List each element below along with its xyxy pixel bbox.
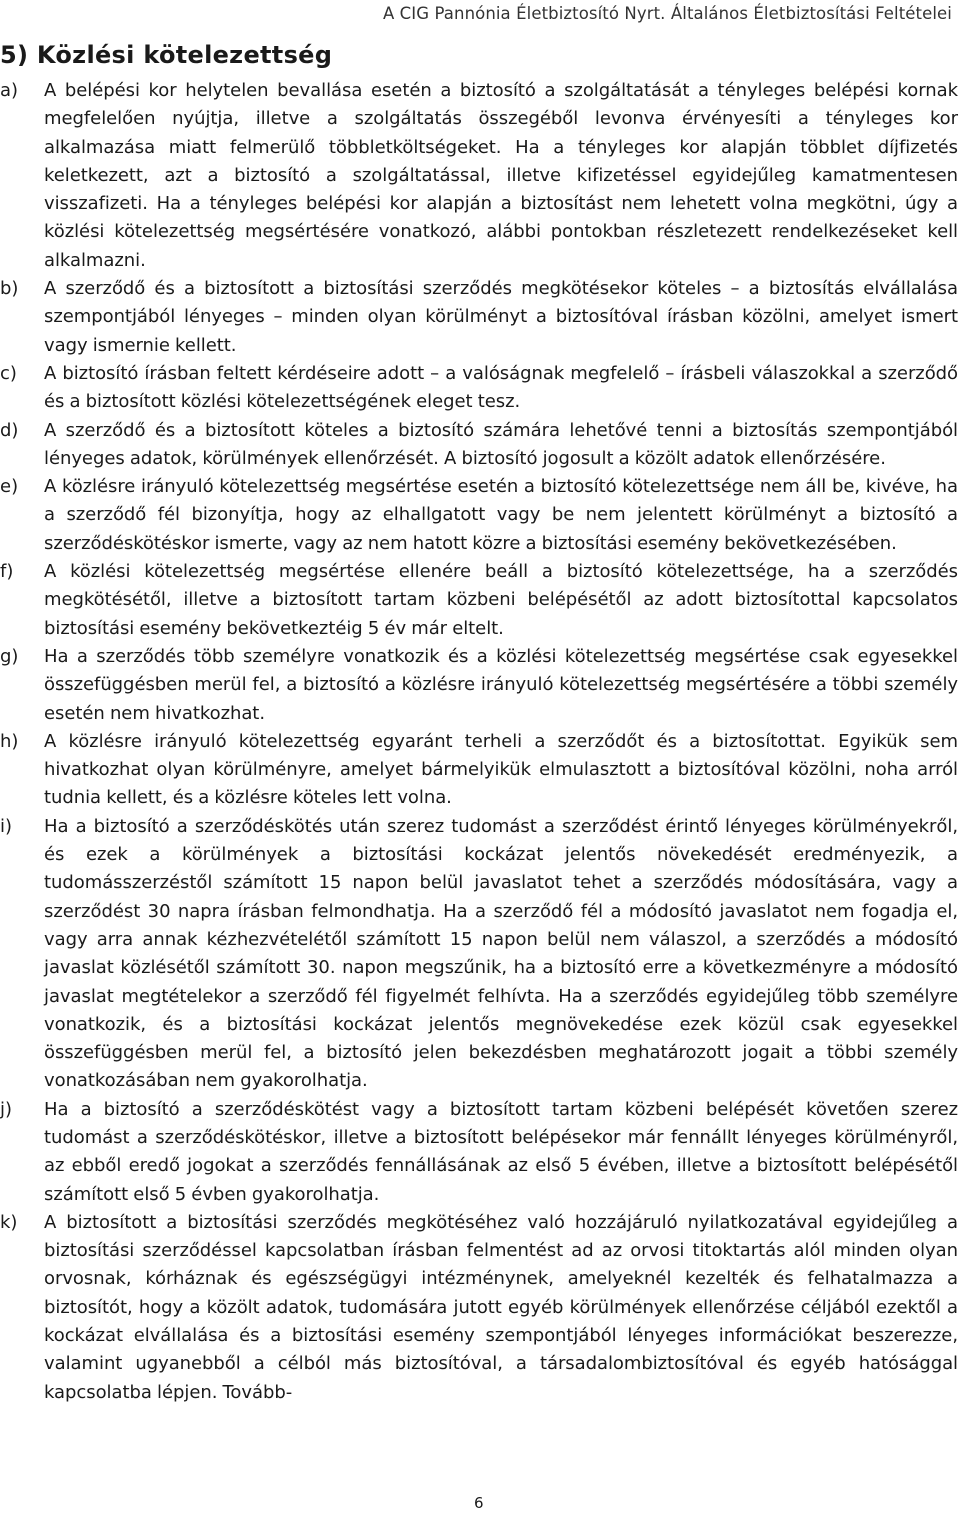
clause-item-j (0, 1096, 958, 1209)
clause-item-e (0, 473, 958, 558)
clause-label: e) (0, 476, 19, 498)
clause-label: f) (0, 561, 14, 583)
clause-text: A belépési kor helytelen bevallása esetén a biztosító a szolgáltatását a tényleges belépési kornak megfelelően nyújtja, illetve a szolgáltatás összegéből levonva érvényesíti a tényleges kor alkalmazása miatt felmerülő többletköltségeket. Ha a tényleges kor alapján többlet díjfizetés keletkezett, azt a biztosító a szolgáltatással, illetve kifizetéssel egyidejűleg kamatmentesen visszafizeti. Ha a tényleges belépési kor alapján a biztosítást nem lehetett volna megkötni, úgy a közlési kötelezettség megsértésére vonatkozó, alábbi pontokban részletezett rendelkezéseket kell alkalmazni. (44, 80, 958, 271)
clause-label: i) (0, 815, 13, 837)
clause-text: A közlési kötelezettség megsértése ellenére beáll a biztosító kötelezettsége, ha a szerződés megkötésétől, illetve a biztosított tartam közbeni belépésétől az adott biztosítottal kapcsolatos biztosítási esemény bekövetkeztéig 5 év már eltelt. (44, 561, 958, 639)
clause-label: j) (0, 1098, 13, 1120)
clause-text: A biztosító írásban feltett kérdéseire adott – a valóságnak megfelelő – írásbeli válaszokkal a szerződő és a biztosított közlési kötelezettségének eleget tesz. (44, 362, 958, 413)
clause-label: g) (0, 645, 19, 667)
clause-text: A közlésre irányuló kötelezettség megsértése esetén a biztosító kötelezettsége nem áll be, kivéve, ha a szerződő fél bizonyítja, hogy az elhallgatott vagy be nem jelentett körülményt a biztosító a szerződéskötéskor ismerte, vagy az nem hatott közre a biztosítási esemény bekövetkezésében. (44, 476, 958, 554)
clause-text: Ha a biztosító a szerződéskötés után szerez tudomást a szerződést érintő lényeges körülményekről, és ezek a körülmények a biztosítási kockázat jelentős növekedését eredményezik, a tudomásszerzéstől számított 15 napon belül javaslatot tehet a szerződés módosítására, vagy a szerződést 30 napra írásban felmondhatja. Ha a szerződő fél a módosító javaslatot nem fogadja el, vagy arra annak kézhezvételétől számított 15 napon belül nem válaszol, a szerződés a módosító javaslat közlésétől számított 30. napon megszűnik, ha a biztosító erre a következményre a módosító javaslat megtételekor a szerződő fél figyelmét felhívta. Ha a szerződés egyidejűleg több személyre vonatkozik, és a biztosítási kockázat jelentős megnövekedése ezek közül csak egyesekkel összefüggésben merül fel, a biztosító jelen bekezdésben meghatározott jogait a többi személy vonatkozásában nem gyakorolhatja. (44, 815, 958, 1092)
clause-text: Ha a biztosító a szerződéskötést vagy a biztosított tartam közbeni belépését követően szerez tudomást a szerződéskötéskor, illetve a biztosított belépésekor már fennállt lényeges körülményről, az ebből eredő jogokat a szerződés fennállásának az első 5 évében, illetve a biztosított belépésétől számított első 5 évben gyakorolhatja. (44, 1098, 958, 1205)
section-title: 5) Közlési kötelezettség (0, 41, 333, 69)
clause-item-f (0, 558, 958, 643)
clause-text: A közlésre irányuló kötelezettség egyaránt terheli a szerződőt és a biztosítottat. Egyikük sem hivatkozhat olyan körülményre, amelyet bármelyikük elmulasztott a biztosítóval közölni, noha arról tudnia kellett, és a közlésre köteles lett volna. (44, 730, 958, 809)
clause-item-a (0, 77, 958, 275)
page-number: 6 (474, 1494, 484, 1512)
clause-text: Ha a szerződés több személyre vonatkozik és a közlési kötelezettség megsértése csak egyesekkel összefüggésben merül fel, a biztosító a közlésre irányuló kötelezettség megsértésére a többi személy esetén nem hivatkozhat. (44, 645, 958, 724)
clause-text: A szerződő és a biztosított köteles a biztosító számára lehetővé tenni a biztosítás szempontjából lényeges adatok, körülmények ellenőrzését. A biztosító jogosult a közölt adatok ellenőrzésére. (44, 419, 958, 469)
clause-label: c) (0, 362, 17, 384)
clause-item-b (0, 275, 958, 360)
clause-label: k) (0, 1211, 18, 1233)
clause-item-d (0, 417, 958, 474)
clause-item-k (0, 1209, 958, 1407)
clause-label: b) (0, 278, 19, 300)
clause-item-g (0, 643, 958, 728)
clause-text: A szerződő és a biztosított a biztosítási szerződés megkötésekor köteles – a biztosítás elvállalása szempontjából lényeges – minden olyan körülményt a biztosítóval írásban közölni, amelyet ismert vagy ismernie kellett. (44, 278, 958, 356)
clause-item-c (0, 360, 958, 417)
clause-label: h) (0, 730, 19, 752)
clause-label: d) (0, 419, 19, 441)
clause-item-i (0, 813, 958, 1096)
clause-item-h (0, 728, 958, 813)
clause-text: A biztosított a biztosítási szerződés megkötéséhez való hozzájáruló nyilatkozatával egyidejűleg a biztosítási szerződéssel kapcsolatban írásban felmentést ad az orvosi titoktartás alól minden olyan orvosnak, kórháznak és egészségügyi intézménynek, amelyeknél kezelték és felhatalmazza a biztosítót, hogy a közölt adatok, tudomására jutott egyéb körülmények ellenőrzése céljából ezektől a kockázat elvállalása és a biztosítási esemény szempontjából lényeges információkat beszerezze, valamint ugyanebből a célból más biztosítóval, a társadalombiztosítóval és egyéb hatósággal kapcsolatba lépjen. Tovább- (44, 1211, 958, 1403)
clause-list (0, 77, 958, 1407)
clause-label: a) (0, 80, 19, 101)
running-header: A CIG Pannónia Életbiztosító Nyrt. Általános Életbiztosítási Feltételei (382, 4, 952, 23)
